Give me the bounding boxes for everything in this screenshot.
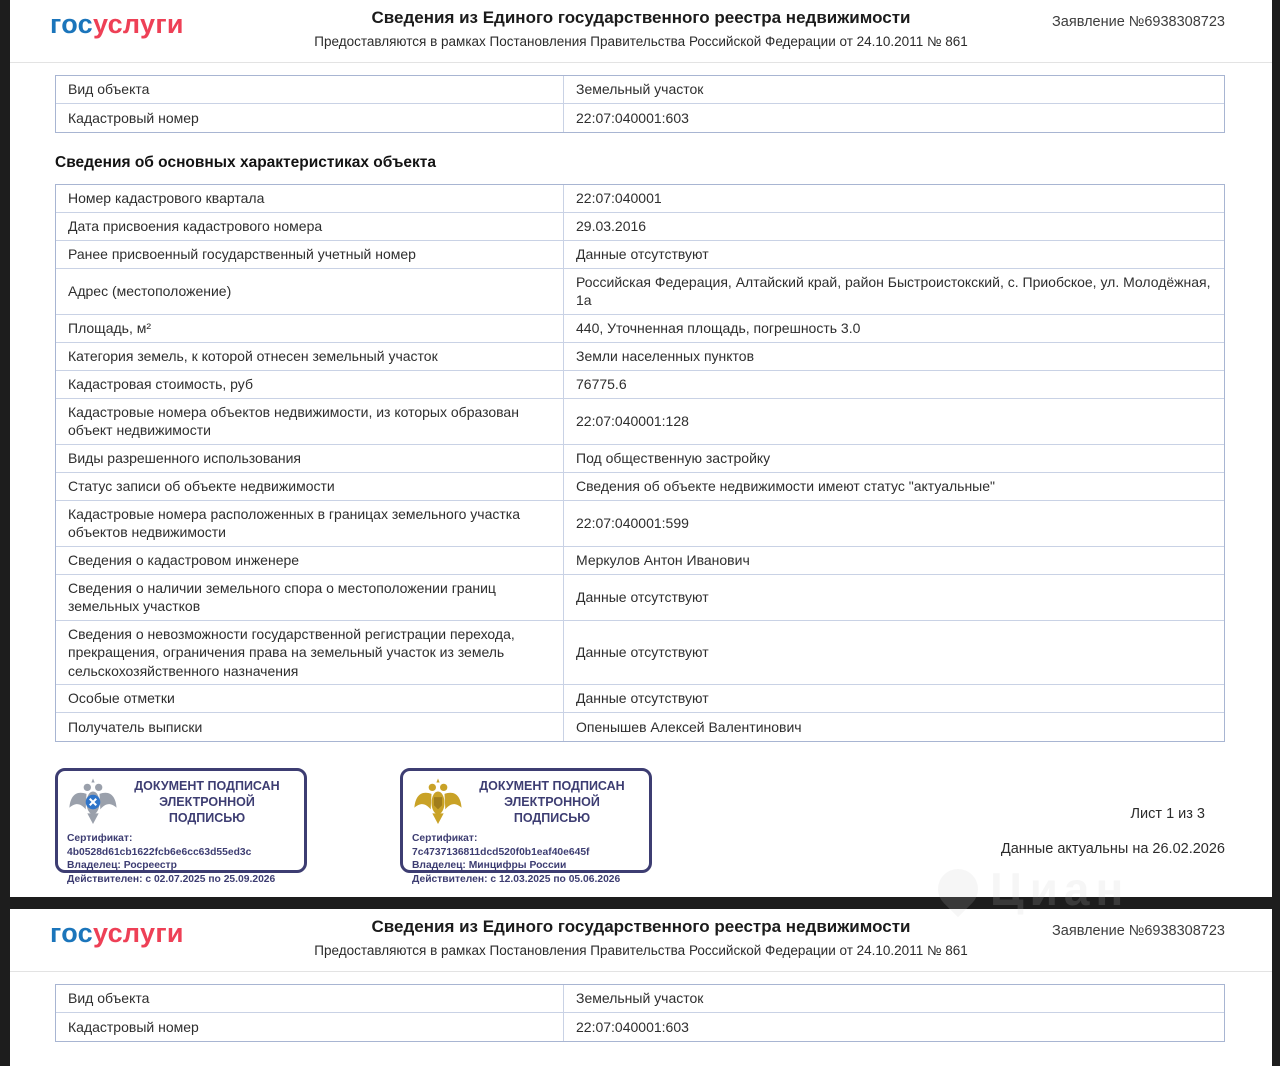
document-title: Сведения из Единого государственного реестра недвижимости xyxy=(371,8,911,27)
row-label: Сведения о наличии земельного спора о местоположении границ земельных участков xyxy=(56,575,564,620)
document-subtitle: Предоставляются в рамках Постановления Правительства Российской Федерации от 24.10.2011 № 861 xyxy=(314,943,968,958)
row-value: 440, Уточненная площадь, погрешность 3.0 xyxy=(576,320,861,337)
application-number: Заявление №6938308723 xyxy=(1052,923,1225,939)
table-row xyxy=(56,371,1224,399)
row-value: 22:07:040001 xyxy=(576,190,662,207)
row-value: Земельный участок xyxy=(576,990,704,1007)
row-value: Данные отсутствуют xyxy=(576,589,709,606)
row-value: 22:07:040001:128 xyxy=(576,413,689,430)
row-label: Сведения о невозможности государственной регистрации перехода, прекращения, ограничения права на земельный участок из земель сельскохозяйственного назначения xyxy=(56,621,564,684)
table-row xyxy=(56,713,1224,741)
table-row xyxy=(56,445,1224,473)
table-row xyxy=(56,76,1224,104)
row-label: Получатель выписки xyxy=(56,713,564,741)
row-value: 22:07:040001:603 xyxy=(576,1018,689,1035)
row-label: Номер кадастрового квартала xyxy=(56,185,564,212)
document-subtitle: Предоставляются в рамках Постановления Правительства Российской Федерации от 24.10.2011 № 861 xyxy=(314,34,968,49)
table-row xyxy=(56,399,1224,445)
table-row xyxy=(56,1013,1224,1041)
signature-stamp-rosreestr xyxy=(55,768,307,885)
stamp-owner: Владелец: Росреестр xyxy=(67,860,177,872)
table-row xyxy=(56,685,1224,713)
table-row xyxy=(56,473,1224,501)
row-label: Адрес (местоположение) xyxy=(56,269,564,314)
row-label: Вид объекта xyxy=(56,985,564,1012)
page-header xyxy=(10,0,1272,63)
object-summary-table xyxy=(55,75,1225,133)
table-row xyxy=(56,241,1224,269)
stamp-top xyxy=(412,776,640,828)
document-page-1 xyxy=(10,0,1272,897)
logo-part-blue: гос xyxy=(50,9,93,39)
logo-part-red: услуги xyxy=(92,9,184,39)
row-label: Сведения о кадастровом инженере xyxy=(56,547,564,574)
table-row xyxy=(56,621,1224,685)
signature-stamp-mincifry xyxy=(400,768,652,885)
golden-eagle-icon xyxy=(412,776,464,828)
stamp-title: ДОКУМЕНТ ПОДПИСАН ЭЛЕКТРОННОЙ ПОДПИСЬЮ xyxy=(134,778,280,826)
row-label: Категория земель, к которой отнесен земельный участок xyxy=(56,343,564,370)
table-row xyxy=(56,575,1224,621)
row-value: Земельный участок xyxy=(576,81,704,98)
stamp-top xyxy=(67,776,295,828)
row-value: Российская Федерация, Алтайский край, район Быстроистокский, с. Приобское, ул. Молодёжная, 1а xyxy=(576,274,1211,309)
gosuslugi-logo xyxy=(50,9,184,40)
row-value: Сведения об объекте недвижимости имеют статус "актуальные" xyxy=(576,478,995,495)
table-row xyxy=(56,315,1224,343)
stamp-owner: Владелец: Минцифры России xyxy=(412,860,567,872)
table-row xyxy=(56,547,1224,575)
table-row xyxy=(56,985,1224,1013)
row-value: 22:07:040001:603 xyxy=(576,109,689,126)
table-row xyxy=(56,104,1224,132)
document-title: Сведения из Единого государственного реестра недвижимости xyxy=(371,917,911,936)
row-value: 22:07:040001:599 xyxy=(576,515,689,532)
row-label: Вид объекта xyxy=(56,76,564,103)
row-label: Дата присвоения кадастрового номера xyxy=(56,213,564,240)
main-characteristics-table xyxy=(55,184,1225,742)
row-value: Земли населенных пунктов xyxy=(576,348,755,365)
stamp-certificate: Сертификат: 4b0528d61cb1622fcb6e6cc63d55ed3c xyxy=(67,833,252,858)
row-value: Данные отсутствуют xyxy=(576,644,709,661)
stamp-title: ДОКУМЕНТ ПОДПИСАН ЭЛЕКТРОННОЙ ПОДПИСЬЮ xyxy=(479,778,625,826)
row-label: Кадастровый номер xyxy=(56,1013,564,1041)
header-center xyxy=(260,0,1022,49)
table-row xyxy=(56,269,1224,315)
row-value: Опенышев Алексей Валентинович xyxy=(576,718,802,735)
document-page-2 xyxy=(10,909,1272,1066)
table-row xyxy=(56,343,1224,371)
row-label: Статус записи об объекте недвижимости xyxy=(56,473,564,500)
row-value: 76775.6 xyxy=(576,376,627,393)
logo-part-blue: гос xyxy=(50,918,93,948)
row-value: Данные отсутствуют xyxy=(576,690,709,707)
object-summary-table xyxy=(55,984,1225,1042)
page-header xyxy=(10,909,1272,972)
rosreestr-eagle-icon xyxy=(67,776,119,828)
row-label: Особые отметки xyxy=(56,685,564,712)
row-label: Кадастровая стоимость, руб xyxy=(56,371,564,398)
row-label: Кадастровый номер xyxy=(56,104,564,132)
gosuslugi-logo xyxy=(50,918,184,949)
stamp-validity: Действителен: с 12.03.2025 по 05.06.2026 xyxy=(412,873,621,885)
stamp-validity: Действителен: с 02.07.2025 по 25.09.2026 xyxy=(67,873,276,885)
row-value: Меркулов Антон Иванович xyxy=(576,552,750,569)
data-actual-date: Данные актуальны на 26.02.2026 xyxy=(1000,841,1225,857)
table-row xyxy=(56,213,1224,241)
section-title: Сведения об основных характеристиках объекта xyxy=(55,154,437,171)
table-row xyxy=(56,185,1224,213)
row-value: Данные отсутствуют xyxy=(576,246,709,263)
application-number: Заявление №6938308723 xyxy=(1052,14,1225,30)
row-value: 29.03.2016 xyxy=(576,218,647,235)
stamp-certificate: Сертификат: 7c4737136811dcd520f0b1eaf40e645f xyxy=(412,833,590,858)
row-label: Ранее присвоенный государственный учетный номер xyxy=(56,241,564,268)
row-value: Под общественную застройку xyxy=(576,450,771,467)
row-label: Кадастровые номера объектов недвижимости, из которых образован объект недвижимости xyxy=(56,399,564,444)
table-row xyxy=(56,501,1224,547)
sheet-number: Лист 1 из 3 xyxy=(1130,806,1205,822)
row-label: Кадастровые номера расположенных в границах земельного участка объектов недвижимости xyxy=(56,501,564,546)
row-label: Площадь, м² xyxy=(56,315,564,342)
logo-part-red: услуги xyxy=(92,918,184,948)
row-label: Виды разрешенного использования xyxy=(56,445,564,472)
header-center xyxy=(260,909,1022,958)
